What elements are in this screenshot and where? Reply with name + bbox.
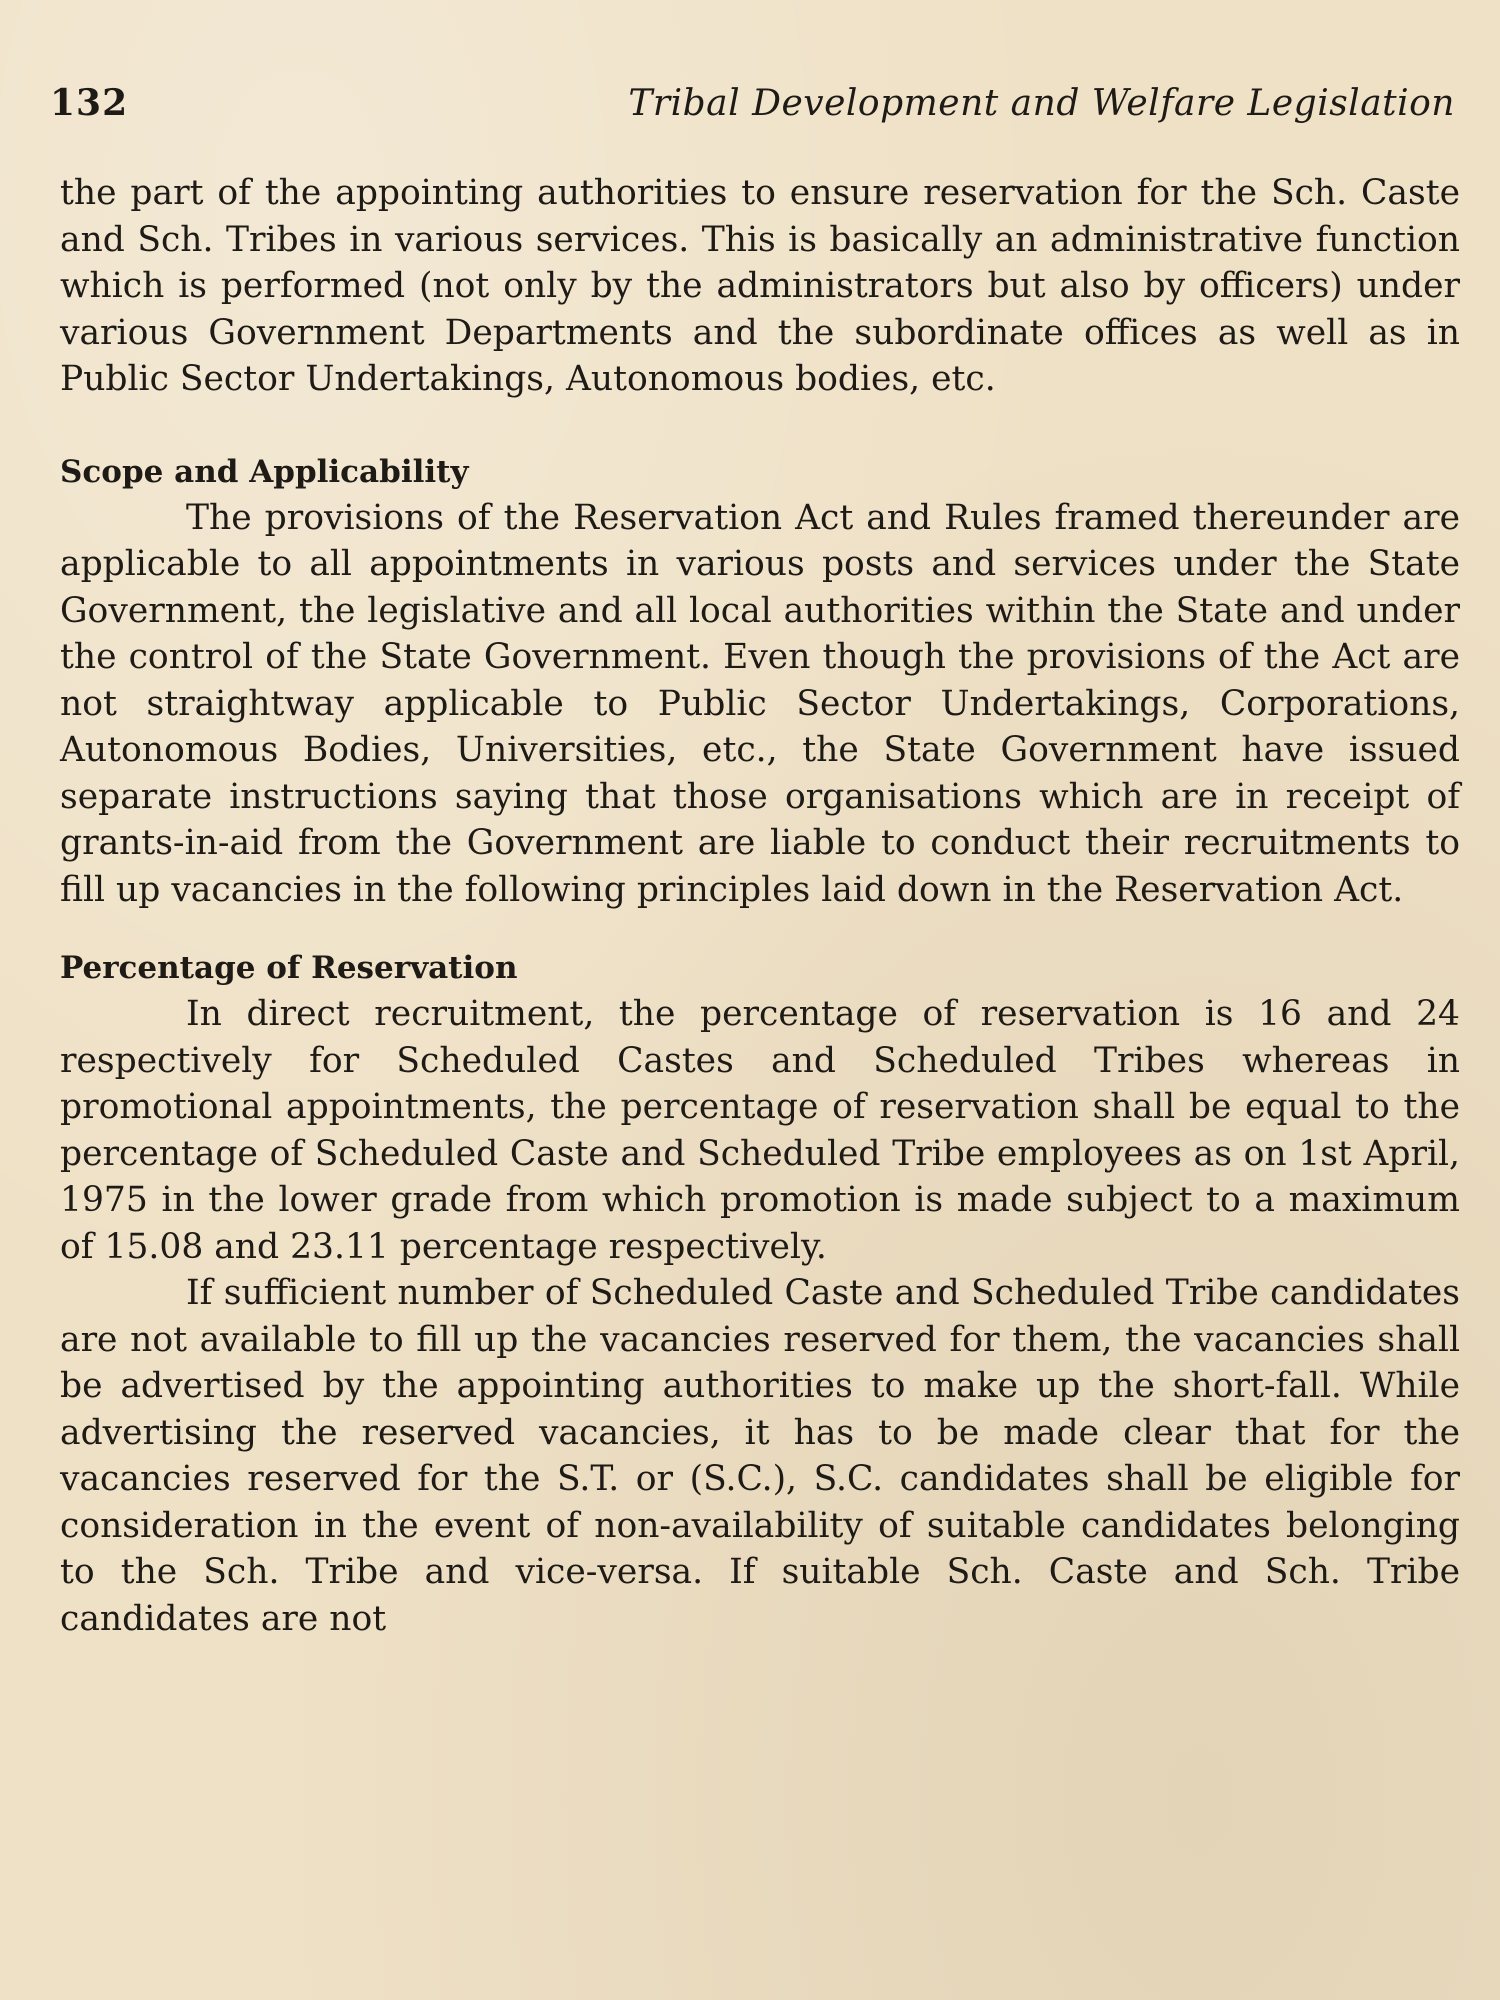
section-gap [60,403,1460,449]
running-title: Tribal Development and Welfare Legislation [628,83,1455,124]
section-gap [60,913,1460,945]
page-body [60,170,1460,1642]
page-header [50,82,1455,132]
section-heading-percentage: Percentage of Reservation [60,950,518,986]
shortfall-paragraph: If sufficient number of Scheduled Caste and Scheduled Tribe candidates are not available to fill up the vacancies reserved for them, the vacancies shall be advertised by the appointing authorities to make up the short-fall. While advertising the reserved vacancies, it has to be made clear that for the vacancies reserved for the S.T. or (S.C.), S.C. candidates shall be eligible for consideration in the event of non-availability of suitable candidates belonging to the Sch. Tribe and vice-versa. If suitable Sch. Caste and Sch. Tribe candidates are not [60,1273,1460,1639]
continuation-paragraph: the part of the appointing authorities to ensure reservation for the Sch. Caste and Sch. Tribes in various services. This is basically an administrative function which is performed (not only by the administrators but also by officers) under various Government Departments and the subordinate offices as well as in Public Sector Undertakings, Autonomous bodies, etc. [60,173,1460,399]
section-heading-scope: Scope and Applicability [60,453,469,490]
scope-paragraph: The provisions of the Reservation Act and Rules framed thereunder are applicable to all appointments in various posts and services under the State Government, the legislative and all local authorities within the State and under the control of the State Government. Even though the provisions of the Act are not straightway applicable to Public Sector Undertakings, Corporations, Autonomous Bodies, Universities, etc., the State Government have issued separate instructions saying that those organisations which are in receipt of grants-in-aid from the Government are liable to conduct their recruitments to fill up vacancies in the following principles laid down in the Reservation Act. [60,497,1460,910]
page-number: 132 [50,82,129,124]
percentage-paragraph: In direct recruitment, the percentage of reservation is 16 and 24 respectively for Scheduled Castes and Scheduled Tribes whereas in promotional appointments, the percentage of reservation shall be equal to the percentage of Scheduled Caste and Scheduled Tribe employees as on 1st April, 1975 in the lower grade from which promotion is made subject to a maximum of 15.08 and 23.11 percentage respectively. [60,994,1460,1267]
